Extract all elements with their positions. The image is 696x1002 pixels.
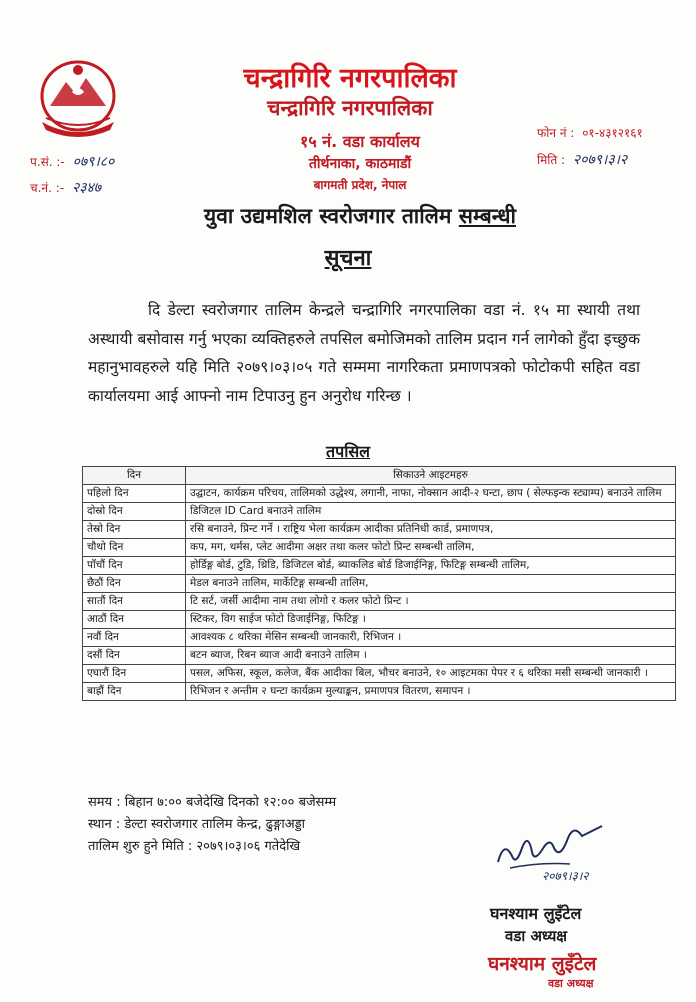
notice-heading: सूचना <box>324 246 372 271</box>
address-line-1: तीर्थनाका, काठमाडौं <box>308 156 412 172</box>
training-start-date: तालिम शुरु हुने मिति : २०७९।०३।०६ गतेदेखि <box>88 839 301 854</box>
letter-number: प.सं. :- ०७९।८० <box>30 154 115 170</box>
address-line-2: बागमती प्रदेश, नेपाल <box>313 178 407 192</box>
table-row: नवौं दिन आवश्यक ८ थरिका मेसिन सम्बन्धी जानकारी, रिभिजन । <box>83 629 676 647</box>
training-schedule-table <box>82 466 676 701</box>
column-header-day: दिन <box>83 467 186 485</box>
nepal-emblem-icon <box>28 52 128 142</box>
signer-stamp-name: घनश्याम लुइँटेल <box>488 953 597 975</box>
dispatch-number: च.नं. :- २३४७ <box>30 180 102 196</box>
schedule-heading: तपसिल <box>325 442 371 461</box>
table-row: पहिलो दिन उद्घाटन, कार्यक्रम परिचय, तालिमको उद्धेश्य, लगानी, नाफा, नोक्सान आदी-२ घन्टा, छाप ( सेल्फइन्क स्ट्याम्प) बनाउने तालिम <box>83 485 676 503</box>
training-place: स्थान : डेल्टा स्वरोजगार तालिम केन्द्र, ढुङ्गाअड्डा <box>88 817 306 832</box>
training-details <box>88 792 336 858</box>
signer-title: वडा अध्यक्ष <box>505 927 568 945</box>
table-row: सातौं दिन टि सर्ट, जर्सी आदीमा नाम तथा लोगो र कलर फोटो प्रिन्ट । <box>83 593 676 611</box>
handwritten-signature <box>490 822 640 886</box>
table-header-row <box>83 467 676 485</box>
phone-number: फोन नं : ०१-४३१२१६१ <box>537 126 643 140</box>
ward-office: १५ नं. वडा कार्यालय <box>300 132 420 151</box>
signer-stamp-title: वडा अध्यक्ष <box>548 977 594 990</box>
signature-date: २०७९।३।२ <box>542 869 589 883</box>
table-row: तेस्रो दिन रसि बनाउने, प्रिन्ट गर्ने । राष्ट्रिय भेला कार्यक्रम आदीका प्रतिनिधी कार्ड, प्रमाणपत्र, <box>83 521 676 539</box>
notice-body: दि डेल्टा स्वरोजगार तालिम केन्द्रले चन्द्रागिरि नगरपालिका वडा नं. १५ मा स्थायी तथा अस्थायी बसोवास गर्नु भएका व्यक्तिहरुले तपसिल बमोजिमको तालिम प्रदान गर्न लागेको हुँदा इच्छुक महानुभावहरुले यहि मिति २०७९।०३।०५ गते सम्ममा नागरिकता प्रमाणपत्रको फोटोकपी सहित वडा कार्यालयमा आई आफ्नो नाम टिपाउनु हुन अनुरोध गरिन्छ । <box>88 301 640 405</box>
table-row: आठौं दिन स्टिकर, विग साईज फोटो डिजाईनिङ्ग, फिटिङ्ग । <box>83 611 676 629</box>
signer-name: घनश्याम लुइँटेल <box>490 904 582 923</box>
municipality-title: चन्द्रागिरि नगरपालिका <box>243 63 457 94</box>
table-row: एघारौं दिन पसल, अफिस, स्कूल, कलेज, बैंक आदीका बिल, भौचर बनाउने, १० आइटमका पेपर र ६ थरिका मसी सम्बन्धी जानकारी । <box>83 665 676 683</box>
table-row: बाह्रौं दिन रिभिजन र अन्तीम २ घन्टा कार्यक्रम मुल्याङ्कन, प्रमाणपत्र वितरण, समापन । <box>83 683 676 701</box>
subject-line: युवा उद्यमशिल स्वरोजगार तालिम सम्बन्धी <box>204 204 516 228</box>
column-header-items: सिकाउने आइटमहरु <box>186 467 676 485</box>
issue-date: मिति : २०७९।३।२ <box>537 152 628 168</box>
training-time: समय : बिहान ७:०० बजेदेखि दिनको १२:०० बजेसम्म <box>88 795 337 810</box>
table-row: पाँचौं दिन होर्डिङ्ग बोर्ड, टुडि, थ्रिडि, डिजिटल बोर्ड, ब्याकलिड बोर्ड डिजाईनिङ्ग, फिटिङ्ग सम्बन्धी तालिम, <box>83 557 676 575</box>
table-row: दोस्रो दिन डिजिटल ID Card बनाउने तालिम <box>83 503 676 521</box>
table-row: दसौं दिन बटन ब्याज, रिबन ब्याज आदी बनाउने तालिम । <box>83 647 676 665</box>
municipality-stamp-title: चन्द्रागिरि नगरपालिका <box>267 96 433 120</box>
table-row: चौथो दिन कप, मग, थर्मस, प्लेट आदीमा अक्षर तथा कलर फोटो प्रिन्ट सम्बन्धी तालिम, <box>83 539 676 557</box>
table-row: छैठौं दिन मेडल बनाउने तालिम, मार्केटिङ्ग सम्बन्धी तालिम, <box>83 575 676 593</box>
